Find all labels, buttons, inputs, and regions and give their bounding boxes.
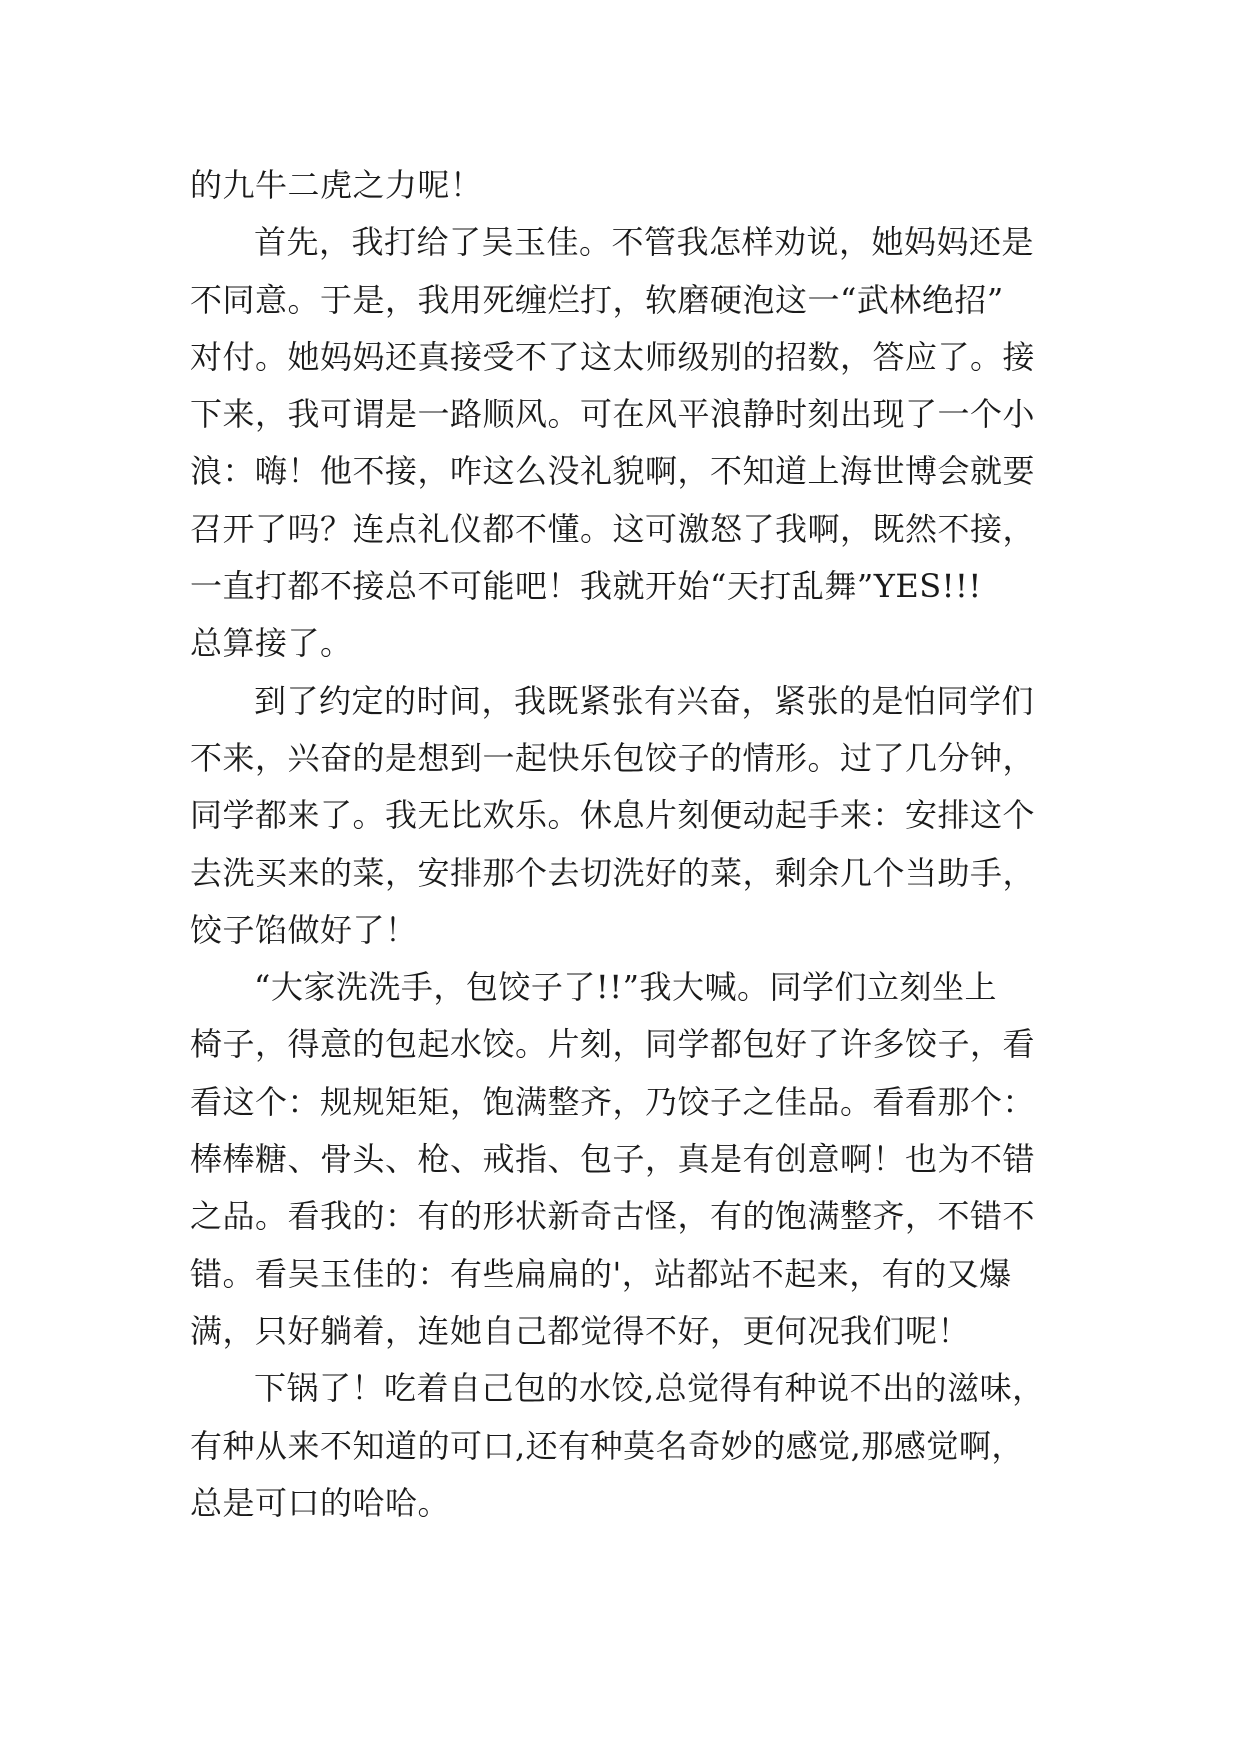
text-line-19: 之品。看我的：有的形状新奇古怪，有的饱满整齐，不错不 <box>190 1197 1036 1236</box>
paragraph-start-line: 首先，我打给了吴玉佳。不管我怎样劝说，她妈妈还是 <box>254 223 1035 262</box>
text-line-12: 同学都来了。我无比欢乐。休息片刻便动起手来：安排这个 <box>190 796 1036 835</box>
text-line-23: 有种从来不知道的可口,还有种莫名奇妙的感觉,那感觉啊， <box>190 1426 1024 1465</box>
text-line-16: 椅子，得意的包起水饺。片刻，同学都包好了许多饺子，看 <box>190 1025 1036 1064</box>
text-line-5: 下来，我可谓是一路顺风。可在风平浪静时刻出现了一个小 <box>190 395 1036 434</box>
text-line-18: 棒棒糖、骨头、枪、戒指、包子，真是有创意啊！也为不错 <box>190 1140 1036 1179</box>
paragraph-start-line: 到了约定的时间，我既紧张有兴奋，紧张的是怕同学们 <box>254 681 1035 720</box>
paragraph-start-line: “大家洗洗手，包饺子了!!”我大喊。同学们立刻坐上 <box>254 968 997 1007</box>
text-line-4: 对付。她妈妈还真接受不了这太师级别的招数，答应了。接 <box>190 337 1036 376</box>
text-line-7: 召开了吗？连点礼仪都不懂。这可激怒了我啊，既然不接， <box>190 509 1036 548</box>
text-line-24: 总是可口的哈哈。 <box>190 1483 451 1522</box>
text-line-14: 饺子馅做好了！ <box>190 910 418 949</box>
text-line-21: 满，只好躺着，连她自己都觉得不好，更何况我们呢！ <box>190 1311 971 1350</box>
text-line-9: 总算接了。 <box>190 624 353 663</box>
text-line-1: 的九牛二虎之力呢！ <box>190 166 483 204</box>
text-line-20: 错。看吴玉佳的：有些扁扁的'，站都站不起来，有的又爆 <box>190 1254 1012 1293</box>
paragraph-start-line: 下锅了！吃着自己包的水饺,总觉得有种说不出的滋味， <box>254 1369 1045 1408</box>
document-body <box>190 157 1060 1532</box>
text-line-8: 一直打都不接总不可能吧！我就开始“天打乱舞”YES!!! <box>190 567 982 606</box>
text-line-17: 看这个：规规矩矩，饱满整齐，乃饺子之佳品。看看那个： <box>190 1082 1036 1121</box>
text-line-3: 不同意。于是，我用死缠烂打，软磨硬泡这一“武林绝招” <box>190 280 1004 319</box>
text-line-6: 浪：嗨！他不接，咋这么没礼貌啊，不知道上海世博会就要 <box>190 452 1036 491</box>
text-line-13: 去洗买来的菜，安排那个去切洗好的菜，剩余几个当助手， <box>190 853 1036 892</box>
text-line-11: 不来，兴奋的是想到一起快乐包饺子的情形。过了几分钟， <box>190 738 1036 777</box>
